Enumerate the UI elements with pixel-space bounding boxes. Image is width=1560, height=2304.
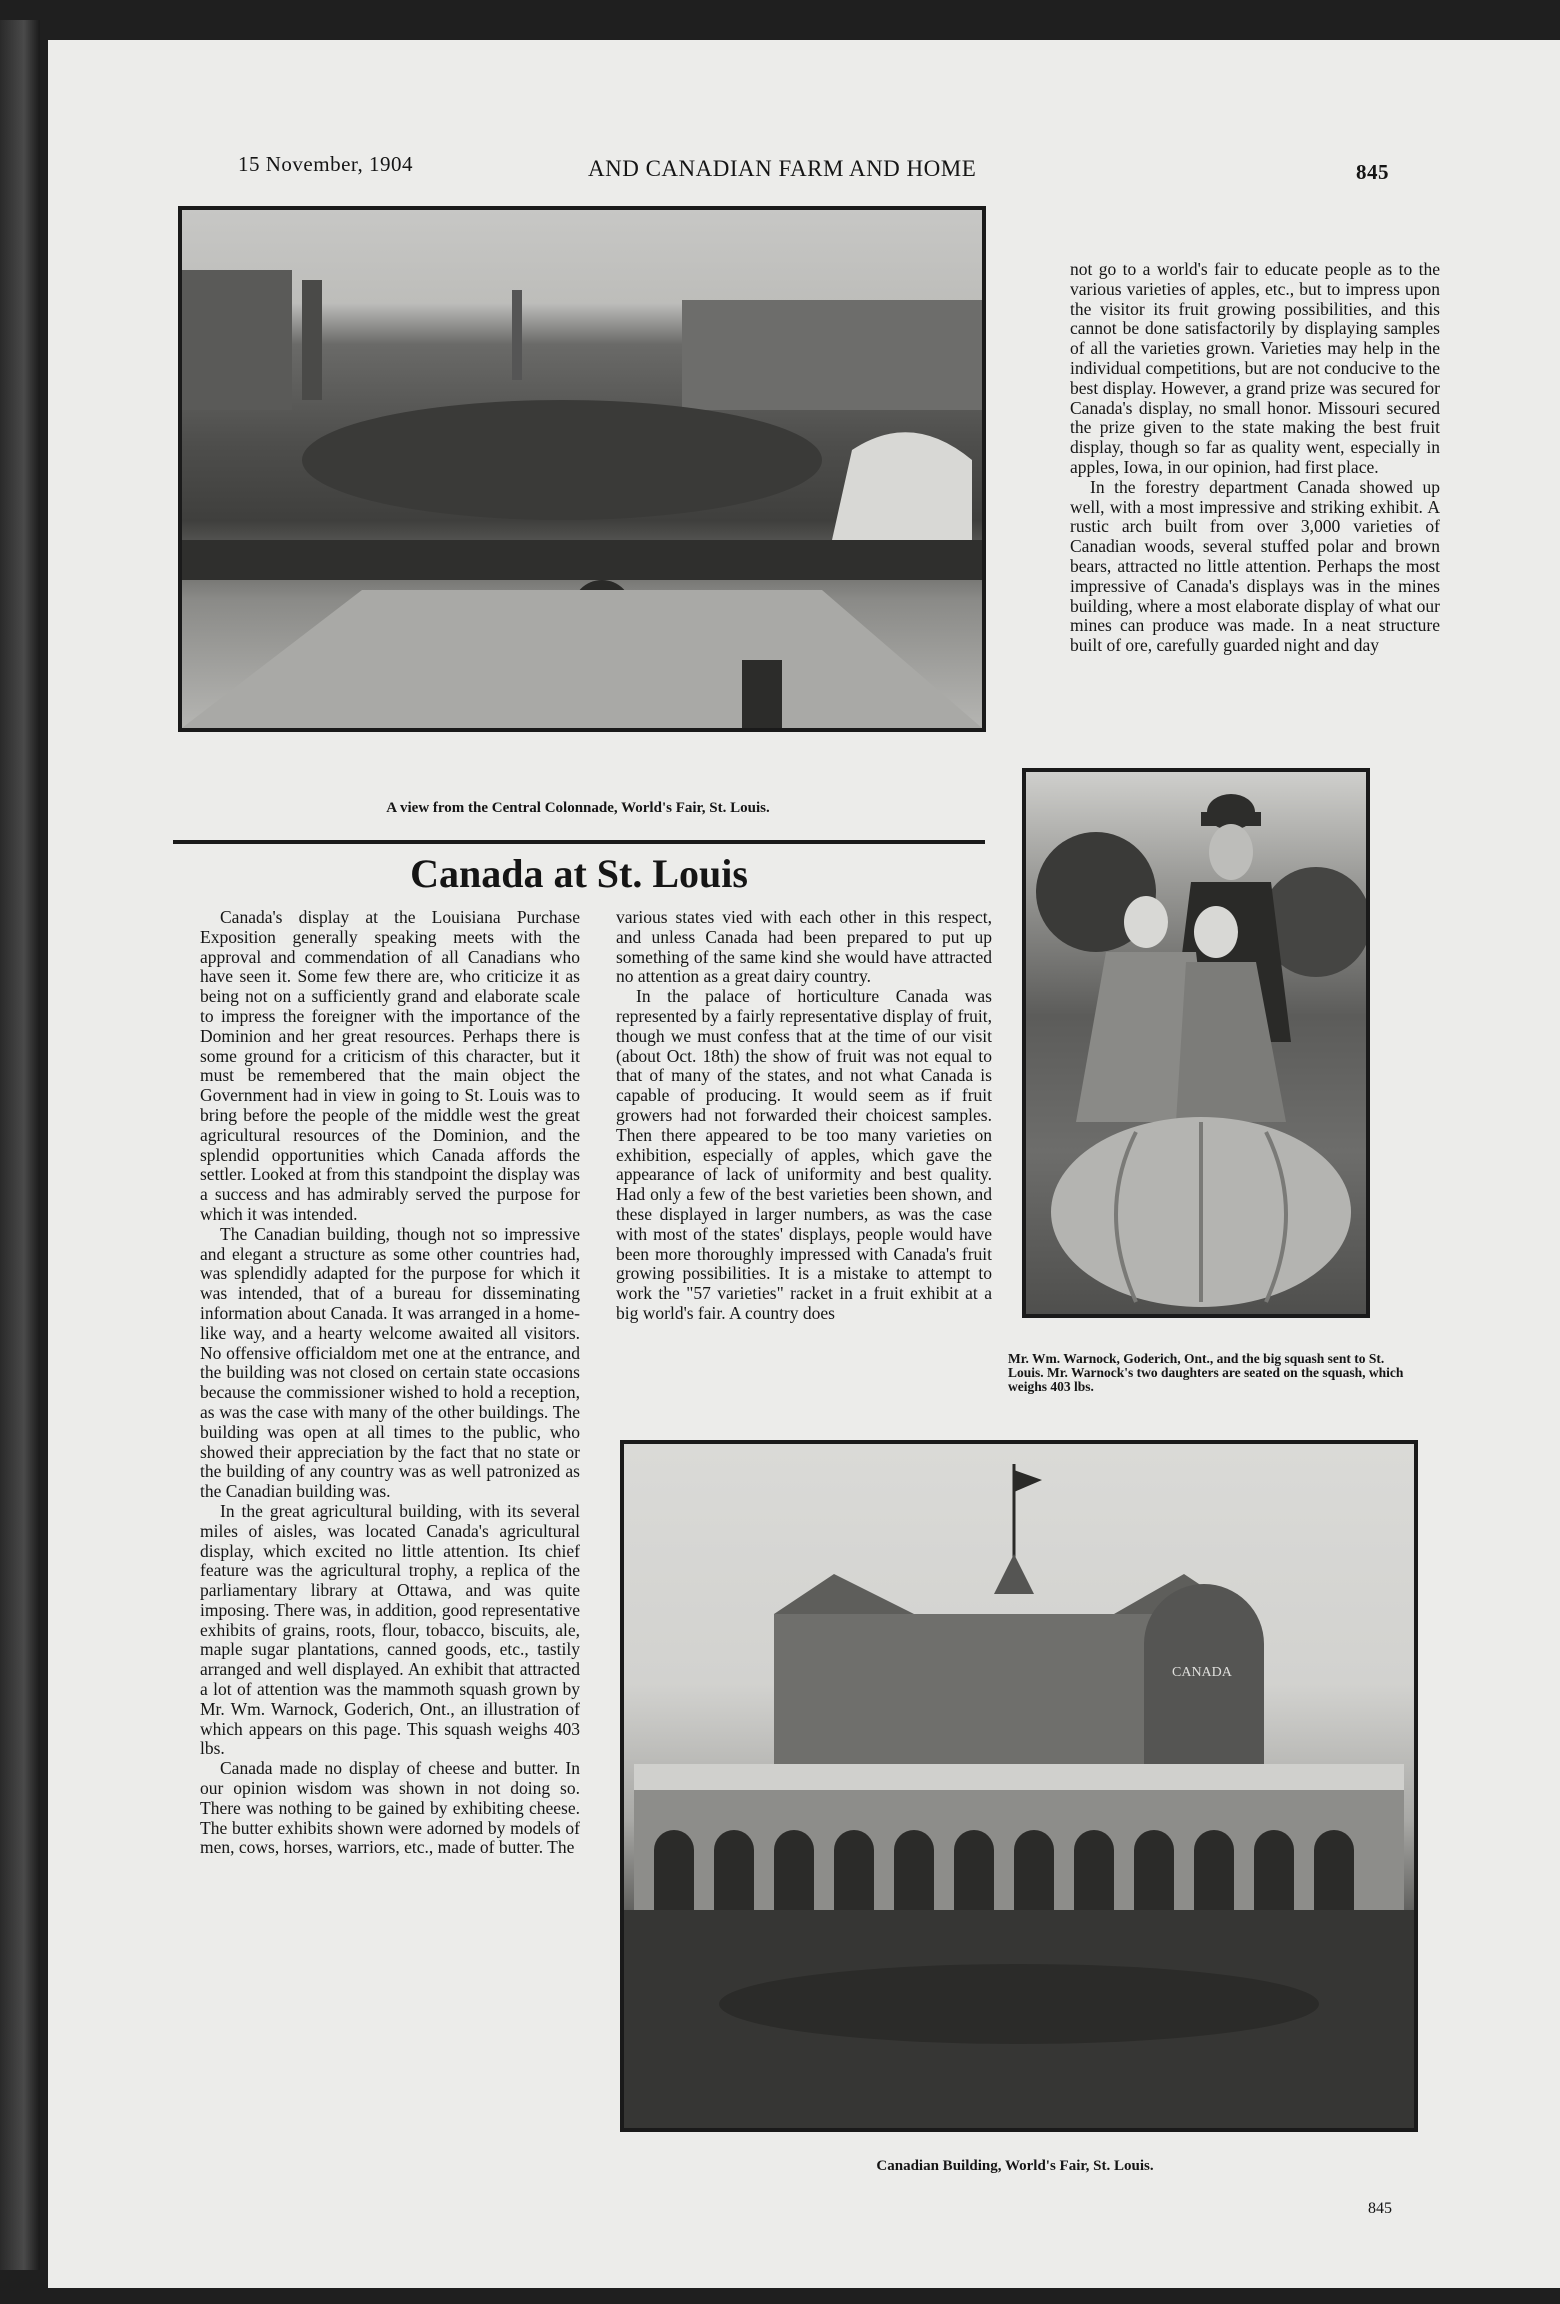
squash-photo [1022, 768, 1370, 1318]
article-title: Canada at St. Louis [410, 851, 748, 896]
left-paragraph: Canada made no display of cheese and butter. In our opinion wisdom was shown in not doing so. There was nothing to be gained by exhibiting cheese. The butter exhibits shown were adorned by models of men, cows, horses, warriors, etc., made of butter. The [200, 1758, 580, 1858]
middle-paragraph: In the palace of horticulture Canada was represented by a fairly representative display of fruit, though we must confess that at the time of our visit (about Oct. 18th) the show of fruit was not equal to that of many of the states, and not what Canada is capable of producing. It would seem as if fruit growers had not forwarded their choicest samples. Then there appeared to be too many varieties on exhibition, especially of apples, which gave the appearance of lack of uniformity and best quality. Had only a few of the best varieties been shown, and these displayed in larger numbers, as was the case with most of the states' displays, people would have been more thoroughly impressed with Canada's fruit growing possibilities. It is a mistake to attempt to work the "57 varieties" racket in a fruit exhibit at a big world's fair. A country does [616, 986, 992, 1323]
middle-column [616, 908, 992, 1324]
squash-caption: Mr. Wm. Warnock, Goderich, Ont., and the big squash sent to St. Louis. Mr. Warnock's two daughters are seated on the squash, which weighs 403 lbs. [1008, 1351, 1404, 1394]
squash-photo-art [1026, 772, 1366, 1314]
issue-date: 15 November, 1904 [238, 152, 414, 176]
title-rule [173, 840, 985, 844]
canadian-building-photo [620, 1440, 1418, 2132]
book-binding-edge [0, 20, 40, 2270]
colonnade-photo [178, 206, 986, 732]
top-right-paragraph: not go to a world's fair to educate people as to the various varieties of apples, etc., but to impress upon the visitor its fruit growing possibilities, and this cannot be done satisfactorily by displaying samples of all the varieties grown. Varieties may help in the individual competitions, but are not conducive to the best display. However, a grand prize was secured for Canada's display, no small honor. Missouri secured the prize given to the state making the best fruit display, though so far as quality went, especially in apples, Iowa, in our opinion, had first place. [1070, 259, 1440, 477]
footer-page-number: 845 [1368, 2200, 1392, 2217]
building-sign: CANADA [1172, 1665, 1232, 1680]
left-paragraph: The Canadian building, though not so impressive and elegant a structure as some other countries had, was splendidly adapted for the purpose for which it was intended, that of a bureau for disseminating information about Canada. It was arranged in a home-like way, and a hearty welcome awaited all visitors. No offensive officialdom met one at the entrance, and the building was not closed on certain state occasions because the commissioner wished to hold a reception, as was the case with many of the other buildings. The building was open at all times to the public, who showed their appreciation by the fact that no state or the building of any country was as well patronized as the Canadian building was. [200, 1223, 580, 1502]
magazine-page [48, 40, 1560, 2288]
canadian-building-caption: Canadian Building, World's Fair, St. Louis. [876, 2158, 1154, 2174]
colonnade-caption: A view from the Central Colonnade, World's Fair, St. Louis. [386, 800, 770, 816]
top-right-paragraph: In the forestry department Canada showed up well, with a most impressive and striking exhibit. A rustic arch built from over 3,000 varieties of Canadian woods, several stuffed polar and brown bears, attracted no little attention. Perhaps the most impressive of Canada's displays was in the mines building, where a most elaborate display of what our mines can produce was made. In a neat structure built of ore, carefully guarded night and day [1070, 476, 1440, 656]
left-paragraph: In the great agricultural building, with its several miles of aisles, was located Canada's agricultural display, which excited no little attention. Its chief feature was the agricultural trophy, a replica of the parliamentary library at Ottawa, and was quite imposing. There was, in addition, good representative exhibits of grains, roots, flour, tobacco, biscuits, ale, maple sugar plantations, canned goods, etc., tastily arranged and well displayed. An exhibit that attracted a lot of attention was the mammoth squash grown by Mr. Wm. Warnock, Goderich, Ont., an illustration of which appears on this page. This squash weighs 403 lbs. [200, 1500, 580, 1759]
masthead: AND CANADIAN FARM AND HOME [588, 156, 977, 181]
page-number: 845 [1356, 160, 1389, 184]
canadian-building-art [624, 1444, 1414, 2128]
left-paragraph: Canada's display at the Louisiana Purchase Exposition generally speaking meets with the approval and commendation of all Canadians who have seen it. Some few there are, who criticize it as being not on a sufficiently grand and elaborate scale to impress the foreigner with the importance of the Dominion and her great resources. Perhaps there is some ground for a criticism of this character, but it must be remembered that the main object the Government had in view in going to St. Louis was to bring before the people of the middle west the great agricultural resources of the Dominion, and the splendid opportunities which Canada affords the settler. Looked at from this standpoint the display was a success and has admirably served the purpose for which it was intended. [200, 907, 580, 1224]
left-column [200, 908, 580, 1858]
colonnade-photo-art [182, 210, 982, 728]
top-right-column [1070, 260, 1440, 656]
middle-paragraph: various states vied with each other in this respect, and unless Canada had been prepared to put up something of the same kind she would have attracted no attention as a great dairy country. [616, 907, 992, 987]
